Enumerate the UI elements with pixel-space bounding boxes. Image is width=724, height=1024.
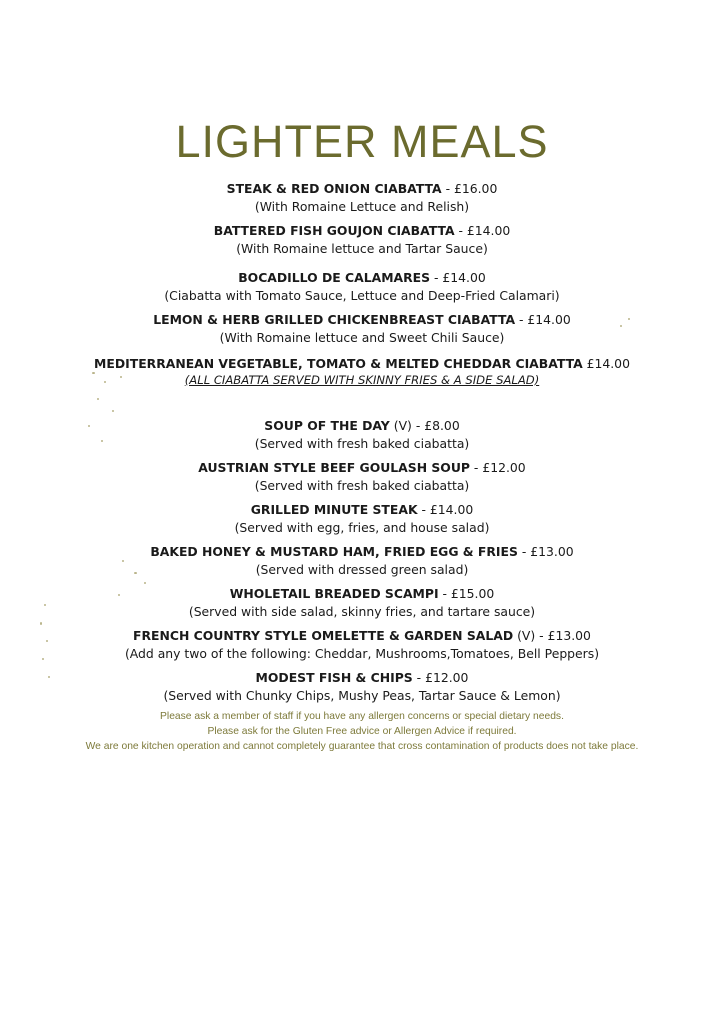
speck	[97, 398, 99, 400]
menu-item	[0, 543, 724, 579]
speck	[46, 640, 48, 642]
item-price: - £14.00	[430, 270, 486, 285]
item-price: - £14.00	[454, 223, 511, 238]
speck	[144, 582, 146, 584]
menu-list	[0, 180, 724, 705]
speck	[112, 410, 114, 412]
item-price: (V) - £13.00	[513, 628, 591, 643]
item-description: (Add any two of the following: Cheddar, Mushrooms,Tomatoes, Bell Peppers)	[124, 646, 600, 661]
item-name: BOCADILLO DE CALAMARES	[238, 270, 431, 285]
speck	[118, 594, 120, 596]
item-description: (Ciabatta with Tomato Sauce, Lettuce and Deep-Fried Calamari)	[164, 288, 560, 303]
menu-item	[0, 311, 724, 347]
speck	[122, 560, 124, 562]
menu-item	[0, 585, 724, 621]
speck	[104, 381, 106, 383]
item-name: WHOLETAIL BREADED SCAMPI	[229, 586, 439, 601]
item-description: (Served with fresh baked ciabatta)	[254, 478, 470, 493]
item-price: - £12.00	[412, 670, 469, 685]
speck	[92, 372, 95, 374]
menu-item	[0, 417, 724, 453]
allergen-notice-line: Please ask a member of staff if you have any allergen concerns or special dietary needs.	[160, 711, 564, 722]
item-name: AUSTRIAN STYLE BEEF GOULASH SOUP	[198, 460, 470, 475]
item-description: (Served with egg, fries, and house salad)	[234, 520, 490, 535]
item-price: - £13.00	[517, 544, 574, 559]
menu-item	[0, 355, 724, 388]
speck	[88, 425, 90, 427]
item-price: (V) - £8.00	[389, 418, 460, 433]
item-description: (With Romaine lettuce and Sweet Chili Sauce)	[219, 330, 505, 345]
menu-item	[0, 627, 724, 663]
speck	[42, 658, 44, 660]
menu-item	[0, 269, 724, 305]
menu-item	[0, 669, 724, 705]
speck	[44, 604, 46, 606]
item-description: (Served with Chunky Chips, Mushy Peas, Tartar Sauce & Lemon)	[163, 688, 561, 703]
allergen-notice	[0, 709, 724, 754]
allergen-notice-line: We are one kitchen operation and cannot completely guarantee that cross contamination of products does not take place.	[85, 741, 639, 752]
item-description: (With Romaine lettuce and Tartar Sauce)	[236, 241, 488, 256]
speck	[101, 440, 103, 442]
item-name: MEDITERRANEAN VEGETABLE, TOMATO & MELTED CHEDDAR CIABATTA	[94, 356, 583, 371]
item-price: - £16.00	[441, 181, 498, 196]
item-price: - £14.00	[515, 312, 571, 327]
speck	[40, 622, 42, 625]
speck	[620, 325, 622, 327]
item-name: SOUP OF THE DAY	[264, 418, 390, 433]
speck	[48, 676, 50, 678]
item-name: BAKED HONEY & MUSTARD HAM, FRIED EGG & FRIES	[150, 544, 518, 559]
ciabatta-note: (ALL CIABATTA SERVED WITH SKINNY FRIES & A SIDE SALAD)	[184, 373, 540, 387]
allergen-notice-line: Please ask for the Gluten Free advice or Allergen Advice if required.	[207, 726, 517, 737]
item-description: (Served with dressed green salad)	[255, 562, 469, 577]
item-name: LEMON & HERB GRILLED CHICKENBREAST CIABATTA	[153, 312, 516, 327]
item-description: (Served with fresh baked ciabatta)	[254, 436, 470, 451]
item-price: £14.00	[582, 356, 630, 371]
item-name: BATTERED FISH GOUJON CIABATTA	[213, 223, 455, 238]
page-title: LIGHTER MEALS	[175, 116, 549, 167]
menu-item	[0, 501, 724, 537]
item-price: - £12.00	[469, 460, 526, 475]
menu-item	[0, 459, 724, 495]
item-price: - £14.00	[417, 502, 474, 517]
item-name: GRILLED MINUTE STEAK	[250, 502, 418, 517]
item-description: (With Romaine Lettuce and Relish)	[254, 199, 470, 214]
speck	[120, 376, 122, 378]
item-price: - £15.00	[438, 586, 495, 601]
menu-item	[0, 222, 724, 258]
item-name: STEAK & RED ONION CIABATTA	[226, 181, 442, 196]
menu-item	[0, 180, 724, 216]
item-description: (Served with side salad, skinny fries, and tartare sauce)	[188, 604, 536, 619]
speck	[628, 318, 630, 320]
speck	[134, 572, 137, 574]
item-name: MODEST FISH & CHIPS	[255, 670, 413, 685]
item-name: FRENCH COUNTRY STYLE OMELETTE & GARDEN SALAD	[133, 628, 514, 643]
